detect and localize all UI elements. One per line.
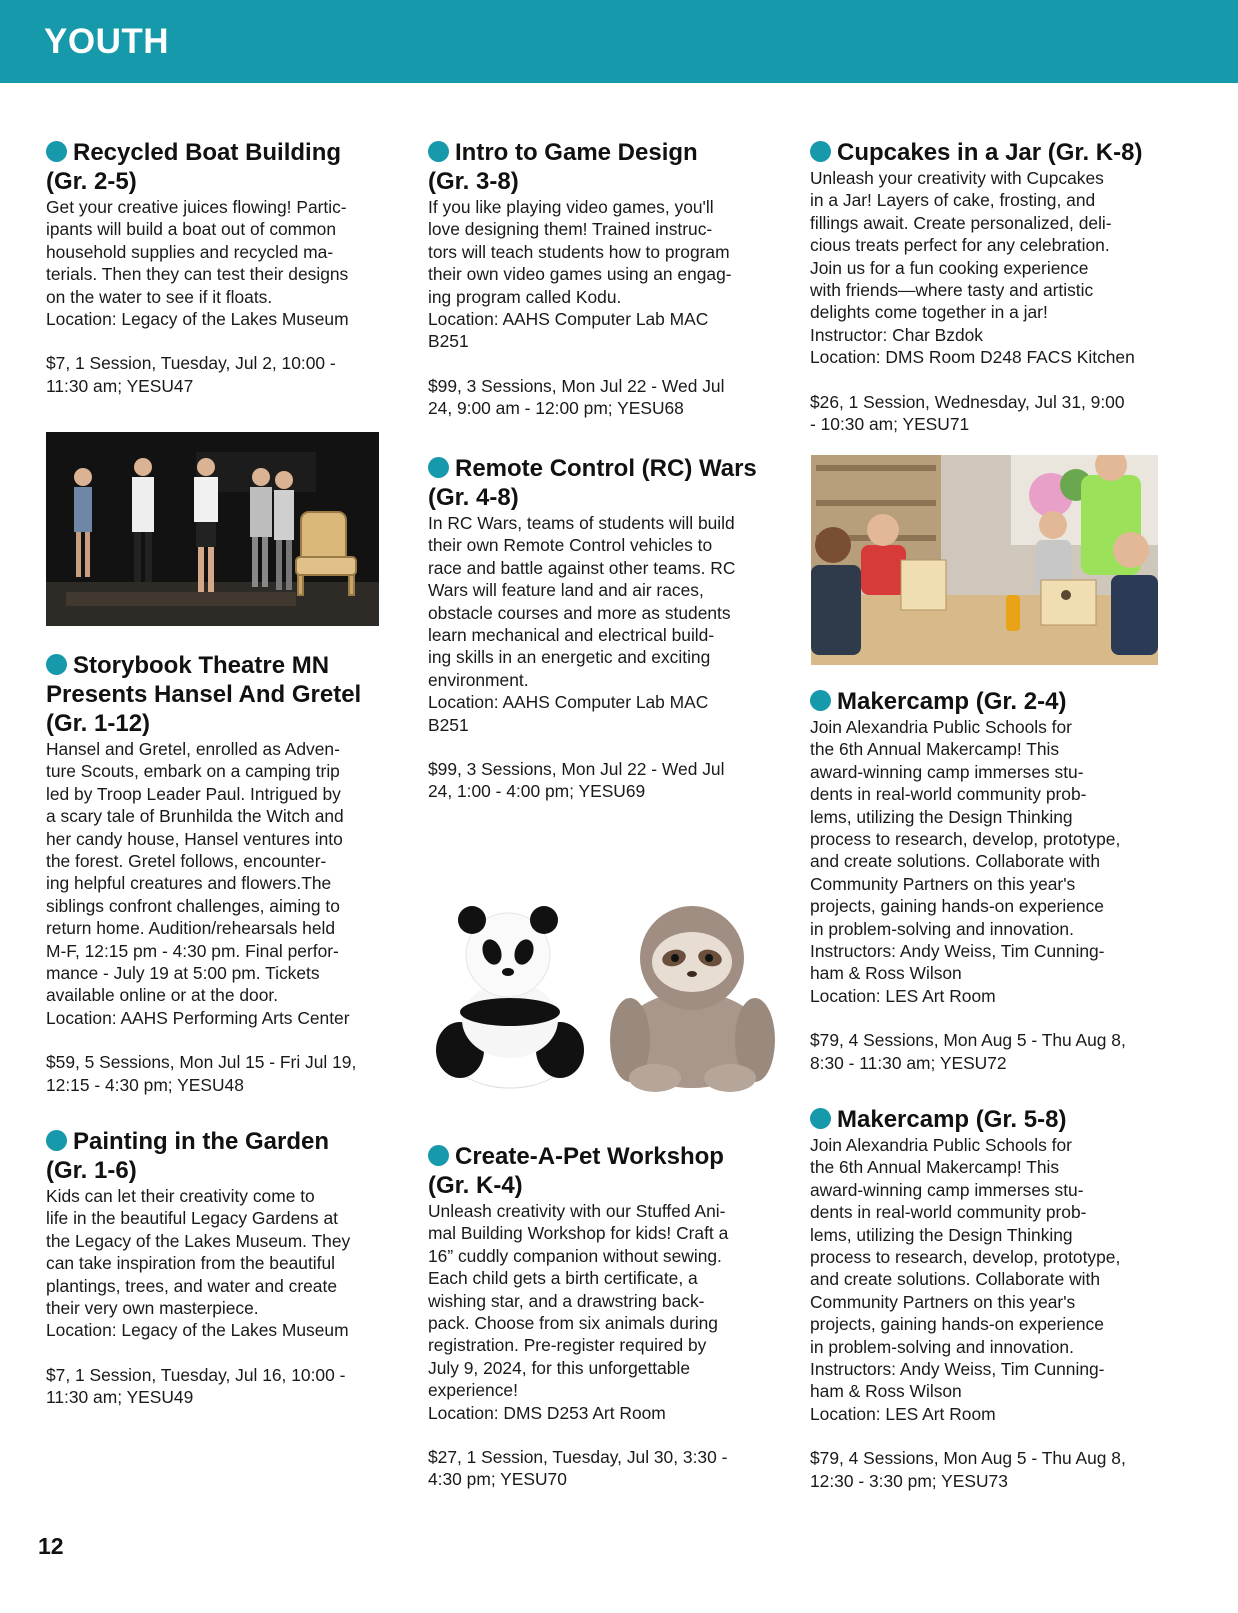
course-title: Makercamp (Gr. 2-4) — [810, 687, 1170, 716]
course-storybook-theatre: Storybook Theatre MN Presents Hansel And Gretel (Gr. 1-12) Hansel and Gretel, enrolled as Adven- ture Scouts, embark on a camping trip led by Troop Leader Paul. Intrigued by a scary tale of Brunhilda the Witch and her candy house, Hansel ventures into the forest. Gretel follows, encounter- ing helpful creatures and flowers.The siblings confront challenges, aiming to return home. Audition/rehearsals held M-F, 12:15 pm - 4:30 pm. Final perfor- mance - July 19 at 5:00 pm. Tickets available online or at the door. Location: AAHS Performing Arts Center $59, 5 Sessions, Mon Jul 15 - Fri Jul 19, 12:15 - 4:30 pm; YESU48 — [46, 651, 391, 1096]
course-description: If you like playing video games, you'll love designing them! Trained instruc- tors will teach students how to program their own video games using an engag- ing program called Kodu. Location: AAHS Computer Lab MAC B251 $99, 3 Sessions, Mon Jul 22 - Wed Jul 24, 9:00 am - 12:00 pm; YESU68 — [428, 196, 778, 420]
bullet-dot-icon — [428, 141, 449, 162]
bullet-dot-icon — [428, 1145, 449, 1166]
course-cupcakes-jar — [810, 138, 1170, 435]
course-pricing: $99, 3 Sessions, Mon Jul 22 - Wed Jul — [428, 375, 725, 396]
course-description: Unleash your creativity with Cupcakes in a Jar! Layers of cake, frosting, and fillings await. Create personalized, deli- cious treats perfect for any celebration. Join us for a fun cooking experience with friends—where tasty and artistic delights come together in a jar! Instructor: Char Bzdok Location: DMS Room D248 FACS Kitchen $26, 1 Session, Wednesday, Jul 31, 9:00 - 10:30 am; YESU71 — [810, 167, 1170, 435]
course-location: Location: DMS Room D248 FACS Kitchen — [810, 347, 1135, 368]
course-makercamp-2-4 — [810, 687, 1170, 1074]
course-intro-game-design — [428, 138, 778, 420]
course-instructors: Instructors: Andy Weiss, Tim Cunning- — [810, 941, 1105, 962]
course-pricing: $79, 4 Sessions, Mon Aug 5 - Thu Aug 8, — [810, 1030, 1126, 1051]
course-description: In RC Wars, teams of students will build their own Remote Control vehicles to race and battle against other teams. RC Wars will feature land and air races, obstacle courses and more as students learn mechanical and electrical build- ing skills in an energetic and exciting environment. Location: AAHS Computer Lab MAC B251 $99, 3 Sessions, Mon Jul 22 - Wed Jul 24, 1:00 - 4:00 pm; YESU69 — [428, 512, 778, 803]
course-grade: (Gr. K-4) — [428, 1172, 523, 1199]
course-title: Intro to Game Design — [428, 138, 778, 167]
course-description: Join Alexandria Public Schools for the 6th Annual Makercamp! This award-winning camp immerses stu- dents in real-world community prob- lems, utilizing the Design Thinking process to research, develop, prototype, and create solutions. Collaborate with Community Partners on this year's projects, gaining hands-on experience in problem-solving and innovation. Instructors: Andy Weiss, Tim Cunning- ham & Ross Wilson Location: LES Art Room $79, 4 Sessions, Mon Aug 5 - Thu Aug 8, 8:30 - 11:30 am; YESU72 — [810, 716, 1170, 1074]
course-location: Location: LES Art Room — [810, 1403, 996, 1424]
course-grade: (Gr. 3-8) — [428, 168, 519, 195]
course-create-a-pet — [428, 1142, 778, 1491]
course-location: Location: AAHS Performing Arts Center — [46, 1007, 350, 1028]
course-description: Get your creative juices flowing! Partic- ipants will build a boat out of common household supplies and recycled ma- terials. Then they can test their designs on the water to see if it floats. Location: Legacy of the Lakes Museum $7, 1 Session, Tuesday, Jul 2, 10:00 - 11:30 am; YESU47 — [46, 196, 391, 397]
course-pricing: $79, 4 Sessions, Mon Aug 5 - Thu Aug 8, — [810, 1448, 1126, 1469]
course-makercamp-5-8 — [810, 1105, 1170, 1492]
course-description: Kids can let their creativity come to life in the beautiful Legacy Gardens at the Legacy of the Lakes Museum. They can take inspiration from the beautiful plantings, trees, and water and create their very own masterpiece. Location: Legacy of the Lakes Museum $7, 1 Session, Tuesday, Jul 16, 10:00 - 11:30 am; YESU49 — [46, 1185, 391, 1409]
course-location: Location: Legacy of the Lakes Museum — [46, 1320, 349, 1341]
course-instructors: Instructors: Andy Weiss, Tim Cunning- — [810, 1359, 1105, 1380]
makercamp-photo — [811, 455, 1158, 665]
course-rc-wars — [428, 454, 778, 803]
course-location: Location: LES Art Room — [810, 985, 996, 1006]
bullet-dot-icon — [810, 141, 831, 162]
course-pricing: $27, 1 Session, Tuesday, Jul 30, 3:30 - — [428, 1447, 728, 1468]
bullet-dot-icon — [46, 1130, 67, 1151]
course-title: Create-A-Pet Workshop — [428, 1142, 778, 1171]
course-location: Location: AAHS Computer Lab MAC — [428, 309, 709, 330]
bullet-dot-icon — [46, 654, 67, 675]
bullet-dot-icon — [810, 690, 831, 711]
bullet-dot-icon — [810, 1108, 831, 1129]
course-title: Remote Control (RC) Wars — [428, 454, 778, 483]
course-grade: (Gr. 4-8) — [428, 484, 519, 511]
course-title: Painting in the Garden — [46, 1127, 391, 1156]
theatre-photo — [46, 432, 379, 626]
course-location: Location: AAHS Computer Lab MAC — [428, 692, 709, 713]
header-band — [0, 0, 1238, 83]
course-pricing: $7, 1 Session, Tuesday, Jul 2, 10:00 - — [46, 353, 336, 374]
course-painting-garden — [46, 1127, 391, 1409]
course-instructor: Instructor: Char Bzdok — [810, 324, 984, 345]
course-title: Makercamp (Gr. 5-8) — [810, 1105, 1170, 1134]
section-title: YOUTH — [44, 22, 169, 61]
bullet-dot-icon — [46, 141, 67, 162]
course-grade: (Gr. 1-12) — [46, 710, 151, 737]
course-location: Location: DMS D253 Art Room — [428, 1402, 666, 1423]
bullet-dot-icon — [428, 457, 449, 478]
course-grade: (Gr. 2-5) — [46, 168, 137, 195]
course-pricing: $26, 1 Session, Wednesday, Jul 31, 9:00 — [810, 391, 1125, 412]
course-location: Location: Legacy of the Lakes Museum — [46, 309, 349, 330]
course-description: Unleash creativity with our Stuffed Ani- mal Building Workshop for kids! Craft a 16” cuddly companion without sewing. Each child gets a birth certificate, a wishing star, and a drawstring back- pack. Choose from six animals during registration. Pre-register required by July 9, 2024, for this unforgettable experience! Location: DMS D253 Art Room $27, 1 Session, Tuesday, Jul 30, 3:30 - 4:30 pm; YESU70 — [428, 1200, 778, 1491]
page-number: 12 — [38, 1533, 64, 1559]
course-description: Hansel and Gretel, enrolled as Adven- ture Scouts, embark on a camping trip led by Troop Leader Paul. Intrigued by a scary tale of Brunhilda the Witch and her candy house, Hansel ventures into the forest. Gretel follows, encounter- ing helpful creatures and flowers.The siblings confront challenges, aiming to return home. Audition/rehearsals held M-F, 12:15 pm - 4:30 pm. Final perfor- mance - July 19 at 5:00 pm. Tickets available online or at the door. Location: AAHS Performing Arts Center $59, 5 Sessions, Mon Jul 15 - Fri Jul 19, 12:15 - 4:30 pm; YESU48 — [46, 738, 391, 1096]
course-recycled-boat — [46, 138, 391, 397]
course-pricing: $7, 1 Session, Tuesday, Jul 16, 10:00 - — [46, 1364, 346, 1385]
course-title: Cupcakes in a Jar (Gr. K-8) — [810, 138, 1170, 167]
course-title: Storybook Theatre MN — [46, 651, 391, 680]
course-description: Join Alexandria Public Schools for the 6th Annual Makercamp! This award-winning camp immerses stu- dents in real-world community prob- lems, utilizing the Design Thinking process to research, develop, prototype, and create solutions. Collaborate with Community Partners on this year's projects, gaining hands-on experience in problem-solving and innovation. Instructors: Andy Weiss, Tim Cunning- ham & Ross Wilson Location: LES Art Room $79, 4 Sessions, Mon Aug 5 - Thu Aug 8, 12:30 - 3:30 pm; YESU73 — [810, 1134, 1170, 1492]
course-title: Recycled Boat Building — [46, 138, 391, 167]
course-grade: (Gr. 1-6) — [46, 1157, 137, 1184]
stuffed-animals-photo — [430, 900, 780, 1095]
course-pricing: $99, 3 Sessions, Mon Jul 22 - Wed Jul — [428, 759, 725, 780]
course-pricing: $59, 5 Sessions, Mon Jul 15 - Fri Jul 19, — [46, 1052, 357, 1073]
